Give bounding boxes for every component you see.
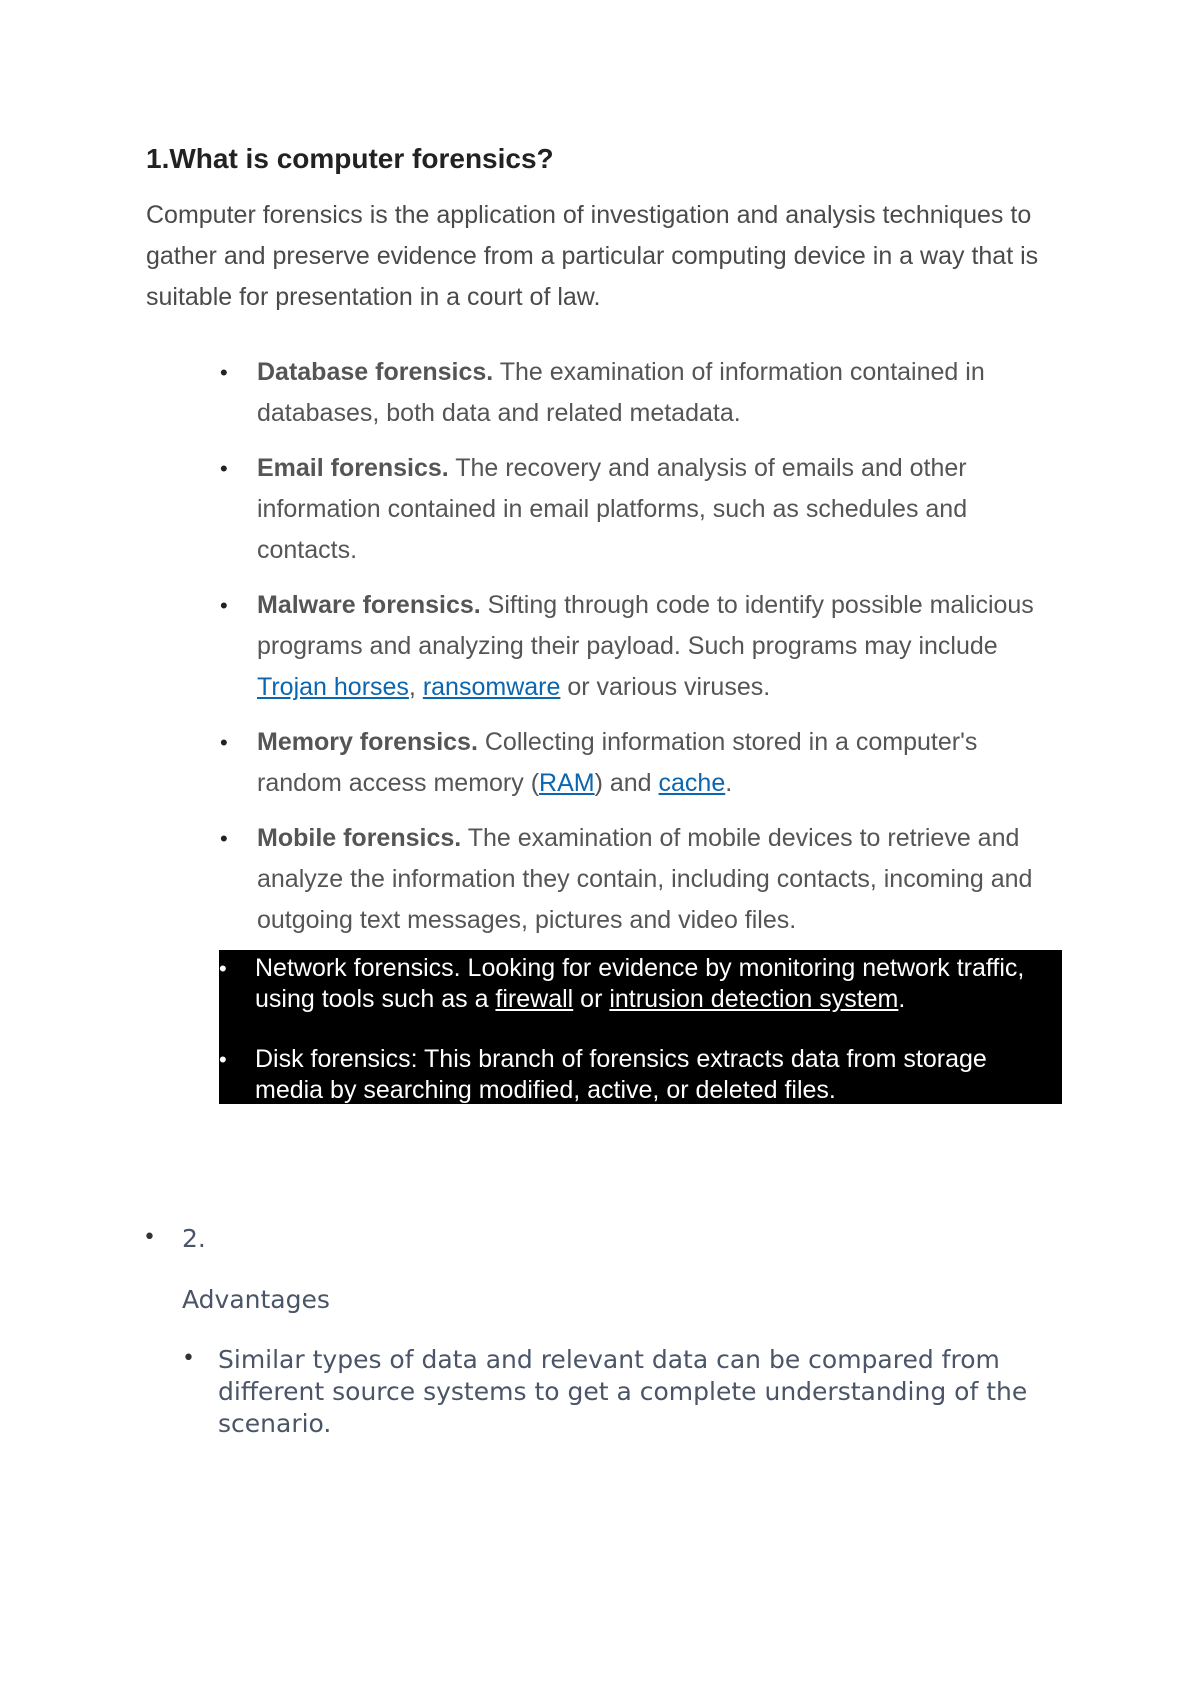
network-text: Network forensics. Looking for evidence by monitoring network traffic, using tools such as a — [255, 954, 1025, 1013]
advantage-item: Similar types of data and relevant data can be compared from different source systems to get a complete understanding of the scenario. — [218, 1345, 1028, 1438]
bullet: • — [220, 730, 228, 755]
disk-text: Disk forensics: This branch of forensics extracts data from storage media by searching modified, active, or deleted files. — [255, 1045, 987, 1104]
term-description: Collecting information stored in a computer's random access memory ( — [257, 728, 978, 797]
list-item-network — [219, 953, 1055, 1015]
forensics-types-list — [0, 352, 1034, 955]
highlighted-block — [219, 950, 1062, 1104]
term-description-end: . — [725, 769, 733, 797]
list-item-mobile — [220, 818, 1057, 941]
network-text-mid: or — [573, 985, 610, 1013]
term-label: Email forensics. — [257, 454, 449, 482]
term-description: The examination of mobile devices to retrieve and analyze the information they contain, including contacts, incoming and outgoing text messages, pictures and video files. — [257, 824, 1033, 934]
link-firewall[interactable]: firewall — [495, 985, 574, 1013]
bullet: • — [143, 1225, 156, 1250]
link-ram[interactable]: RAM — [539, 769, 595, 797]
bullet: • — [220, 456, 228, 481]
page-title: 1.What is computer forensics? — [146, 143, 554, 174]
term-description: Sifting through code to identify possible malicious programs and analyzing their payload. Such programs may include — [257, 591, 1034, 660]
bullet: • — [220, 826, 228, 851]
list-item-disk — [219, 1044, 1055, 1106]
term-description-end: or various viruses. — [560, 673, 771, 701]
list-item-database — [220, 352, 1057, 434]
section-number: 2. — [182, 1224, 206, 1253]
list-item-memory — [220, 722, 1057, 804]
bullet: • — [219, 1047, 227, 1072]
link-trojan-horses[interactable]: Trojan horses — [257, 673, 409, 701]
bullet: • — [219, 956, 227, 981]
bullet: • — [220, 360, 228, 385]
term-description: The recovery and analysis of emails and other information contained in email platforms, such as schedules and contacts. — [257, 454, 968, 564]
term-label: Malware forensics. — [257, 591, 481, 619]
list-item-email — [220, 448, 1057, 571]
separator: , — [408, 673, 423, 701]
section-title: Advantages — [182, 1285, 330, 1314]
bullet: • — [220, 593, 228, 618]
bullet: • — [182, 1346, 195, 1371]
link-cache[interactable]: cache — [658, 769, 726, 797]
term-label: Memory forensics. — [257, 728, 478, 756]
term-label: Database forensics. — [257, 358, 494, 386]
term-description: The examination of information contained in databases, both data and related metadata. — [257, 358, 985, 427]
link-intrusion-detection-system[interactable]: intrusion detection system — [609, 985, 899, 1013]
term-description-mid: ) and — [594, 769, 659, 797]
network-text-end: . — [898, 985, 906, 1013]
list-item-malware — [220, 585, 1057, 708]
link-ransomware[interactable]: ransomware — [422, 673, 561, 701]
intro-paragraph: Computer forensics is the application of investigation and analysis techniques to gather and preserve evidence from a particular computing device in a way that is suitable for presentation in a court of law. — [146, 201, 1039, 311]
term-label: Mobile forensics. — [257, 824, 462, 852]
